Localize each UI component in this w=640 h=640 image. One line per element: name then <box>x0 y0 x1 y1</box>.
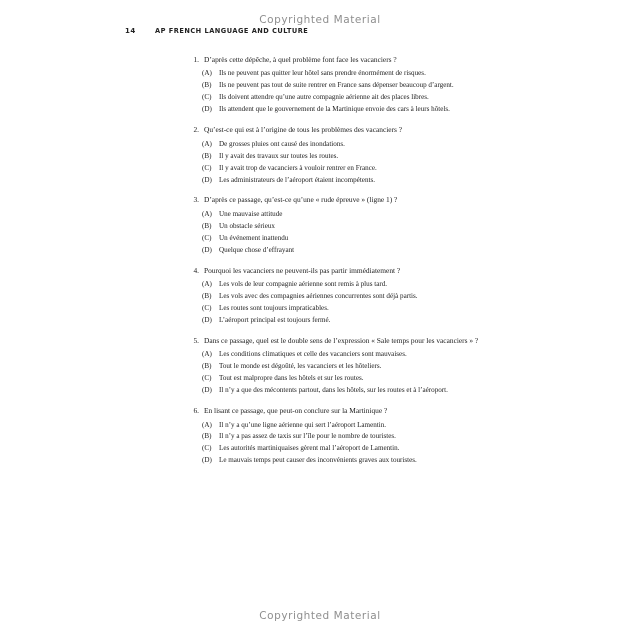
answer-choice-text: Tout est malpropre dans les hôtels et sur les routes. <box>219 374 364 383</box>
running-head <box>125 27 308 35</box>
answer-choice-letter: (C) <box>202 93 212 102</box>
answer-choice[interactable] <box>202 362 516 371</box>
answer-choice[interactable] <box>202 140 516 149</box>
answer-choice-text: Un obstacle sérieux <box>219 221 275 230</box>
question-item <box>186 266 516 326</box>
answer-choice[interactable] <box>202 386 516 395</box>
answer-choice-text: Un événement inattendu <box>219 233 289 242</box>
answer-choice-letter: (A) <box>202 420 212 429</box>
answer-choice-text: Il y avait trop de vacanciers à vouloir rentrer en France. <box>219 163 377 172</box>
answer-choice-letter: (A) <box>202 69 212 78</box>
answer-choice-text: Il n’y a que des mécontents partout, dans les hôtels, sur les routes et à l’aéroport. <box>219 386 448 395</box>
question-number: 5. <box>193 335 199 345</box>
answer-choice-list <box>186 421 516 466</box>
answer-choice[interactable] <box>202 93 516 102</box>
answer-choice-letter: (B) <box>202 81 212 90</box>
answer-choice-text: Ils doivent attendre qu’une autre compagnie aérienne ait des places libres. <box>219 93 429 102</box>
answer-choice[interactable] <box>202 444 516 453</box>
question-item <box>186 125 516 185</box>
answer-choice[interactable] <box>202 432 516 441</box>
answer-choice-letter: (D) <box>202 175 212 184</box>
question-stem <box>186 266 516 276</box>
answer-choice-text: Ils attendent que le gouvernement de la Martinique envoie des cars à leurs hôtels. <box>219 105 450 114</box>
question-number: 1. <box>193 55 199 64</box>
answer-choice-letter: (A) <box>202 139 212 148</box>
answer-choice-text: Les vols avec des compagnies aériennes concurrentes sont déjà partis. <box>219 292 418 301</box>
answer-choice-text: Ils ne peuvent pas quitter leur hôtel sans prendre énormément de risques. <box>219 69 426 78</box>
copyright-watermark-bottom: Copyrighted Material <box>259 610 381 622</box>
answer-choice-letter: (D) <box>202 245 212 254</box>
answer-choice-list <box>186 140 516 185</box>
answer-choice-text: Une mauvaise attitude <box>219 209 283 218</box>
answer-choice[interactable] <box>202 81 516 90</box>
answer-choice[interactable] <box>202 222 516 231</box>
question-stem <box>186 195 516 205</box>
answer-choice-letter: (B) <box>202 151 212 160</box>
answer-choice-letter: (C) <box>202 163 212 172</box>
answer-choice-list <box>186 350 516 395</box>
page-number: 14 <box>125 27 136 35</box>
answer-choice[interactable] <box>202 280 516 289</box>
answer-choice-letter: (D) <box>202 386 212 395</box>
answer-choice[interactable] <box>202 350 516 359</box>
answer-choice-text: Il n’y a qu’une ligne aérienne qui sert l’aéroport Lamentin. <box>219 420 387 429</box>
question-item <box>186 195 516 255</box>
question-list <box>186 55 516 476</box>
answer-choice-text: Ils ne peuvent pas tout de suite rentrer en France sans dépenser beaucoup d’argent. <box>219 81 454 90</box>
question-text: En lisant ce passage, que peut-on conclure sur la Martinique ? <box>204 406 388 416</box>
answer-choice-letter: (C) <box>202 374 212 383</box>
answer-choice-text: Il n’y a pas assez de taxis sur l’île pour le nombre de touristes. <box>219 432 396 441</box>
answer-choice-letter: (B) <box>202 292 212 301</box>
question-stem <box>186 406 516 416</box>
answer-choice-text: Tout le monde est dégoûté, les vacanciers et les hôteliers. <box>219 362 382 371</box>
question-number: 2. <box>193 125 199 135</box>
answer-choice[interactable] <box>202 421 516 430</box>
answer-choice-letter: (D) <box>202 105 212 114</box>
answer-choice-letter: (C) <box>202 304 212 312</box>
answer-choice[interactable] <box>202 292 516 301</box>
answer-choice-text: Il y avait des travaux sur toutes les routes. <box>219 151 339 160</box>
answer-choice[interactable] <box>202 234 516 243</box>
answer-choice-text: L’aéroport principal est toujours fermé. <box>219 315 331 324</box>
answer-choice-list <box>186 210 516 255</box>
running-head-title: AP FRENCH LANGUAGE AND CULTURE <box>155 27 309 35</box>
answer-choice-text: Les autorités martiniquaises gèrent mal l’aéroport de Lamentin. <box>219 444 400 453</box>
question-text: D’après ce passage, qu’est-ce qu’une « rude épreuve » (ligne 1) ? <box>204 195 398 205</box>
answer-choice-letter: (D) <box>202 456 212 465</box>
question-number: 3. <box>193 195 199 205</box>
question-item <box>186 55 516 115</box>
question-text: Qu’est-ce qui est à l’origine de tous les problèmes des vacanciers ? <box>204 125 403 135</box>
question-text: Dans ce passage, quel est le double sens de l’expression « Sale temps pour les vacanciers » ? <box>204 335 479 345</box>
answer-choice-letter: (B) <box>202 432 212 441</box>
copyright-watermark-top: Copyrighted Material <box>259 14 381 26</box>
answer-choice-text: De grosses pluies ont causé des inondations. <box>219 139 345 148</box>
question-stem <box>186 55 516 65</box>
question-item <box>186 406 516 466</box>
answer-choice-letter: (C) <box>202 233 212 242</box>
answer-choice-letter: (B) <box>202 362 212 371</box>
answer-choice-letter: (A) <box>202 280 212 289</box>
question-number: 4. <box>193 265 199 275</box>
answer-choice[interactable] <box>202 152 516 161</box>
answer-choice[interactable] <box>202 316 516 325</box>
answer-choice[interactable] <box>202 69 516 78</box>
answer-choice[interactable] <box>202 105 516 114</box>
answer-choice[interactable] <box>202 164 516 173</box>
answer-choice-letter: (D) <box>202 315 212 324</box>
answer-choice-text: Le mauvais temps peut causer des inconvénients graves aux touristes. <box>219 456 417 465</box>
answer-choice-text: Les vols de leur compagnie aérienne sont remis à plus tard. <box>219 280 388 289</box>
answer-choice[interactable] <box>202 176 516 185</box>
answer-choice[interactable] <box>202 374 516 383</box>
question-stem <box>186 125 516 135</box>
answer-choice-letter: (C) <box>202 444 212 453</box>
question-text: Pourquoi les vacanciers ne peuvent-ils pas partir immédiatement ? <box>204 265 401 275</box>
answer-choice-text: Quelque chose d’effrayant <box>219 245 295 254</box>
answer-choice-letter: (B) <box>202 221 212 230</box>
answer-choice-letter: (A) <box>202 209 212 218</box>
answer-choice[interactable] <box>202 210 516 219</box>
answer-choice-text: Les routes sont toujours impraticables. <box>219 304 329 312</box>
answer-choice[interactable] <box>202 456 516 465</box>
answer-choice-list <box>186 69 516 114</box>
question-number: 6. <box>193 406 199 416</box>
answer-choice-letter: (A) <box>202 350 212 359</box>
question-text: D’après cette dépêche, à quel problème font face les vacanciers ? <box>204 55 397 64</box>
answer-choice[interactable] <box>202 304 516 313</box>
answer-choice-text: Les conditions climatiques et celle des vacanciers sont mauvaises. <box>219 350 407 359</box>
answer-choice-list <box>186 280 516 325</box>
answer-choice-text: Les administrateurs de l’aéroport étaient incompétents. <box>219 175 376 184</box>
question-item <box>186 336 516 396</box>
question-stem <box>186 336 516 346</box>
answer-choice[interactable] <box>202 246 516 255</box>
